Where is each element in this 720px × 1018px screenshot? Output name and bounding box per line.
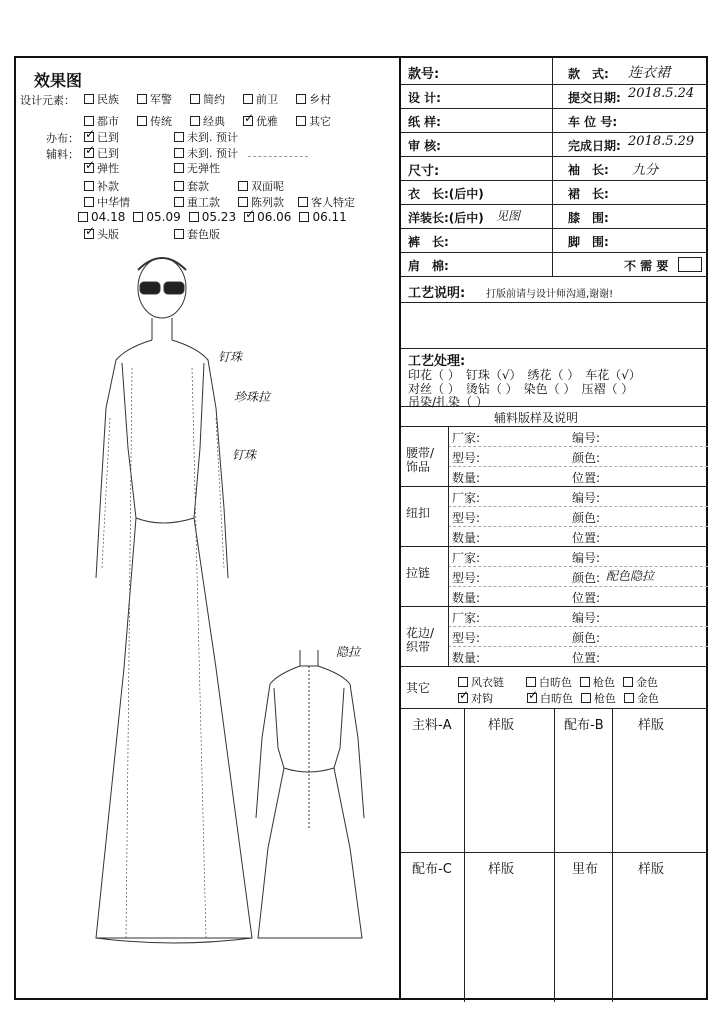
- bottom-rule-1: [464, 708, 465, 1002]
- aux-divider: [448, 446, 708, 447]
- design-element-2-label: 简约: [203, 93, 225, 106]
- note-hidden-zip: 隐拉: [336, 645, 361, 659]
- aux-field-color: 颜色:: [572, 631, 601, 645]
- aux-divider: [448, 566, 708, 567]
- dates-row: [78, 210, 355, 224]
- rule: [401, 302, 708, 303]
- design-element-8-label: 优雅: [256, 115, 278, 128]
- other-a-3-checkbox[interactable]: [623, 677, 633, 687]
- date-option-0-checkbox[interactable]: [78, 212, 88, 222]
- opt-a-checkbox[interactable]: [84, 181, 94, 191]
- aux-group-name: 纽扣: [406, 506, 431, 520]
- other-a-2-label: 枪色: [593, 676, 615, 689]
- aux-group-name: 腰带/饰品: [406, 446, 435, 474]
- fu-done-label: 已到: [97, 147, 119, 160]
- lining-label: 里布: [572, 862, 599, 877]
- aux-divider: [448, 626, 708, 627]
- process-line3: 吊染/扎染（ ）: [408, 395, 488, 409]
- design-element-3-label: 前卫: [256, 93, 278, 106]
- sample-a-label: 样版: [488, 718, 515, 733]
- design-element-label: 设计元素：: [20, 94, 75, 107]
- size-label: 尺寸:: [408, 164, 440, 179]
- aux-group-name: 花边/织带: [406, 626, 435, 654]
- style-value: 连衣裙: [628, 65, 670, 81]
- aux-field-model: 型号:: [452, 631, 481, 645]
- elastic-checkbox[interactable]: [84, 163, 94, 173]
- other-a-3-label: 金色: [636, 676, 658, 689]
- date-option-2-label: 05.23: [201, 210, 237, 224]
- first-sample-label: 头版: [97, 228, 119, 241]
- sunglasses-right: [164, 282, 184, 294]
- aux-field-model: 型号:: [452, 511, 481, 525]
- design-element-9-checkbox[interactable]: [296, 116, 306, 126]
- opt-e-label: 重工款: [187, 196, 220, 209]
- date-option-4-checkbox[interactable]: [299, 212, 309, 222]
- dress-sketch-back: [244, 648, 374, 948]
- opt-d: [84, 194, 130, 210]
- rule: [401, 666, 708, 667]
- ban-label: 办布：: [46, 132, 79, 145]
- rule: [401, 204, 708, 205]
- design-element-7-label: 经典: [203, 115, 225, 128]
- aux-field-pos: 位置:: [572, 591, 601, 605]
- date-option-3: [244, 210, 291, 224]
- other-a-0-label: 风衣链: [471, 676, 504, 689]
- rule: [401, 228, 708, 229]
- date-option-0-label: 04.18: [91, 210, 126, 224]
- other-a-1-checkbox[interactable]: [526, 677, 536, 687]
- rule: [401, 252, 708, 253]
- design-element-0-label: 民族: [97, 93, 119, 106]
- style-label: 款 式:: [568, 67, 609, 81]
- design-element-4-label: 乡村: [309, 93, 331, 106]
- bottom-rule-2: [554, 708, 555, 1002]
- aux-divider: [448, 586, 708, 587]
- finish-value: 2018.5.29: [628, 134, 695, 149]
- aux-field-qty: 数量:: [452, 591, 481, 605]
- design-element-0: [84, 93, 119, 106]
- date-option-1-checkbox[interactable]: [133, 212, 143, 222]
- design-element-8: [243, 115, 278, 128]
- mid-rule: [552, 58, 553, 276]
- non-elastic-label: 无弹性: [187, 162, 220, 175]
- opt-b: [174, 178, 209, 194]
- ban-done-checkbox[interactable]: [84, 132, 94, 142]
- design-elements-row2: [84, 113, 349, 129]
- sample-c-label: 样版: [488, 862, 515, 877]
- design-element-5-checkbox[interactable]: [84, 116, 94, 126]
- process-line1: 印花（ ） 钉珠（√） 绣花（ ） 车花（√）: [408, 368, 641, 382]
- design-element-8-checkbox[interactable]: [243, 116, 253, 126]
- sleeve-value: 九分: [632, 163, 659, 178]
- ban-pending-checkbox[interactable]: [174, 132, 184, 142]
- aux-rule: [448, 426, 449, 666]
- design-element-6-checkbox[interactable]: [137, 116, 147, 126]
- design-element-6-label: 传统: [150, 115, 172, 128]
- fu-pending-label: 未到. 预计: [187, 147, 238, 160]
- submit-label: 提交日期:: [568, 91, 621, 105]
- date-option-2-checkbox[interactable]: [189, 212, 199, 222]
- other-b-0: [458, 692, 493, 705]
- other-a-2-checkbox[interactable]: [580, 677, 590, 687]
- aux-field-color: 颜色:: [572, 511, 601, 525]
- note-beading-2: 钉珠: [232, 448, 257, 462]
- ban-pending-label: 未到. 预计: [187, 131, 238, 144]
- rule: [401, 180, 708, 181]
- design-element-0-checkbox[interactable]: [84, 94, 94, 104]
- design-element-4-checkbox[interactable]: [296, 94, 306, 104]
- bottom-rule-3: [612, 708, 613, 1002]
- no-need-label: 不 需 要: [624, 259, 669, 273]
- design-element-9: [296, 115, 331, 128]
- sleeve-label: 袖 长:: [568, 163, 609, 177]
- aux-field-code: 编号:: [572, 431, 601, 445]
- main-a-label: 主料-A: [412, 718, 452, 733]
- fu-pending-checkbox[interactable]: [174, 148, 184, 158]
- fu-done-checkbox[interactable]: [84, 148, 94, 158]
- shoulder-pad-label: 肩 棉:: [408, 259, 449, 273]
- aux-field-factory: 厂家:: [452, 431, 481, 445]
- position-label: 车 位 号:: [568, 115, 618, 129]
- other-a-2: [580, 676, 615, 689]
- aux-field-color: 颜色:: [572, 571, 601, 585]
- fu-pending: [174, 145, 238, 161]
- elastic: [84, 160, 119, 176]
- aux-group-name: 拉链: [406, 566, 431, 580]
- opt-e-checkbox[interactable]: [174, 197, 184, 207]
- rule: [401, 276, 708, 277]
- sunglasses-left: [140, 282, 160, 294]
- aux-field-code: 编号:: [572, 491, 601, 505]
- sample-b-label: 样版: [638, 718, 665, 733]
- date-option-3-checkbox[interactable]: [244, 212, 254, 222]
- dress-len-value: 见图: [496, 209, 521, 223]
- other-a-3: [623, 676, 658, 689]
- other-b-0-label: 对钩: [471, 692, 493, 705]
- process-label: 工艺处理:: [408, 354, 466, 369]
- opt-c-checkbox[interactable]: [238, 181, 248, 191]
- design-element-7-checkbox[interactable]: [190, 116, 200, 126]
- opt-c-label: 双面呢: [251, 180, 284, 193]
- match-c-label: 配布-C: [412, 862, 452, 877]
- opt-b-checkbox[interactable]: [174, 181, 184, 191]
- ban-pending: [174, 129, 238, 145]
- aux-field-factory: 厂家:: [452, 491, 481, 505]
- left-title: 效果图: [34, 71, 83, 90]
- other-b-2: [581, 692, 616, 705]
- first-sample-checkbox[interactable]: [84, 229, 94, 239]
- aux-title: 辅料版样及说明: [494, 411, 579, 425]
- design-element-2: [190, 93, 225, 106]
- rule: [401, 348, 708, 349]
- design-label: 设 计:: [408, 91, 441, 105]
- other-row1: [458, 674, 666, 690]
- aux-field-code: 编号:: [572, 551, 601, 565]
- opt-g-label: 客人特定: [311, 196, 355, 209]
- rule: [401, 84, 708, 85]
- aux-field-pos: 位置:: [572, 531, 601, 545]
- aux-field-pos: 位置:: [572, 651, 601, 665]
- design-element-1: [137, 93, 172, 106]
- opt-g-checkbox[interactable]: [298, 197, 308, 207]
- style-no-label: 款号:: [408, 67, 440, 82]
- design-element-5-label: 都市: [97, 115, 119, 128]
- aux-field-pos: 位置:: [572, 471, 601, 485]
- non-elastic-checkbox[interactable]: [174, 163, 184, 173]
- opt-d-label: 中华情: [97, 196, 130, 209]
- opt-f-label: 陈列款: [251, 196, 284, 209]
- design-element-2-checkbox[interactable]: [190, 94, 200, 104]
- aux-field-code: 编号:: [572, 611, 601, 625]
- color-sample-label: 套色版: [187, 228, 220, 241]
- aux-field-qty: 数量:: [452, 531, 481, 545]
- elastic-label: 弹性: [97, 162, 119, 175]
- knee-label: 膝 围:: [568, 211, 609, 225]
- aux-divider: [448, 526, 708, 527]
- no-need-box[interactable]: [678, 257, 702, 272]
- note-pearl-zip: 珍珠拉: [234, 390, 271, 404]
- opt-e: [174, 194, 220, 210]
- sample-lining-label: 样版: [638, 862, 665, 877]
- other-b-2-checkbox[interactable]: [581, 693, 591, 703]
- design-element-6: [137, 115, 172, 128]
- skirt-len-label: 裙 长:: [568, 187, 609, 201]
- match-b-label: 配布-B: [564, 718, 604, 733]
- other-b-3-label: 金色: [637, 692, 659, 705]
- non-elastic: [174, 160, 220, 176]
- opt-c: [238, 178, 284, 194]
- color-sample: [174, 226, 220, 242]
- design-element-3: [243, 93, 278, 106]
- foot-label: 脚 围:: [568, 235, 609, 249]
- fu-pending-line: [248, 156, 308, 157]
- aux-field-qty: 数量:: [452, 651, 481, 665]
- opt-f-checkbox[interactable]: [238, 197, 248, 207]
- date-option-4-label: 06.11: [312, 210, 347, 224]
- ban-done-label: 已到: [97, 131, 119, 144]
- opt-g: [298, 194, 355, 210]
- other-a-1-label: 白昉色: [539, 676, 572, 689]
- rule: [401, 108, 708, 109]
- other-label: 其它: [406, 681, 431, 695]
- opt-a-label: 补款: [97, 180, 119, 193]
- fu-label: 辅料：: [46, 148, 79, 161]
- aux-divider: [448, 646, 708, 647]
- aux-color-value: 配色隐拉: [606, 569, 655, 583]
- opt-d-checkbox[interactable]: [84, 197, 94, 207]
- design-element-3-checkbox[interactable]: [243, 94, 253, 104]
- other-row2: [458, 690, 667, 706]
- other-b-2-label: 枪色: [594, 692, 616, 705]
- date-option-0: [78, 210, 125, 224]
- other-b-0-checkbox[interactable]: [458, 693, 468, 703]
- aux-field-model: 型号:: [452, 451, 481, 465]
- date-option-4: [299, 210, 346, 224]
- craft-note: 打版前请与设计师沟通,谢谢!: [486, 289, 614, 300]
- design-element-1-label: 军警: [150, 93, 172, 106]
- other-b-1-checkbox[interactable]: [527, 693, 537, 703]
- submit-value: 2018.5.24: [628, 86, 695, 101]
- date-option-1: [133, 210, 180, 224]
- other-b-3-checkbox[interactable]: [624, 693, 634, 703]
- design-element-1-checkbox[interactable]: [137, 94, 147, 104]
- opt-a: [84, 178, 119, 194]
- design-elements-row1: [84, 91, 349, 107]
- process-line2: 对丝（ ） 烫钻（ ） 染色（ ） 压褶（ ）: [408, 382, 634, 396]
- other-b-1-label: 白昉色: [540, 692, 573, 705]
- aux-divider: [448, 466, 708, 467]
- other-b-1: [527, 692, 573, 705]
- column-divider: [399, 58, 401, 998]
- aux-field-factory: 厂家:: [452, 611, 481, 625]
- rule: [401, 156, 708, 157]
- aux-field-qty: 数量:: [452, 471, 481, 485]
- spec-sheet: [14, 56, 708, 1000]
- design-element-7: [190, 115, 225, 128]
- dress-len-label: 洋装长:(后中): [408, 211, 484, 225]
- clothes-len-label: 衣 长:(后中): [408, 187, 484, 201]
- aux-divider: [448, 506, 708, 507]
- design-element-9-label: 其它: [309, 115, 331, 128]
- note-beading-1: 钉珠: [218, 350, 243, 364]
- design-element-4: [296, 93, 331, 106]
- other-b-3: [624, 692, 659, 705]
- date-option-1-label: 05.09: [146, 210, 181, 224]
- aux-field-color: 颜色:: [572, 451, 601, 465]
- first-sample: [84, 226, 119, 242]
- review-label: 审 核:: [408, 139, 441, 153]
- finish-label: 完成日期:: [568, 139, 621, 153]
- opt-b-label: 套款: [187, 180, 209, 193]
- pants-len-label: 裤 长:: [408, 235, 449, 249]
- paper-label: 纸 样:: [408, 115, 441, 129]
- other-a-0-checkbox[interactable]: [458, 677, 468, 687]
- color-sample-checkbox[interactable]: [174, 229, 184, 239]
- aux-field-model: 型号:: [452, 571, 481, 585]
- date-option-2: [189, 210, 236, 224]
- aux-field-factory: 厂家:: [452, 551, 481, 565]
- craft-label: 工艺说明:: [408, 286, 466, 301]
- rule: [401, 132, 708, 133]
- date-option-3-label: 06.06: [257, 210, 292, 224]
